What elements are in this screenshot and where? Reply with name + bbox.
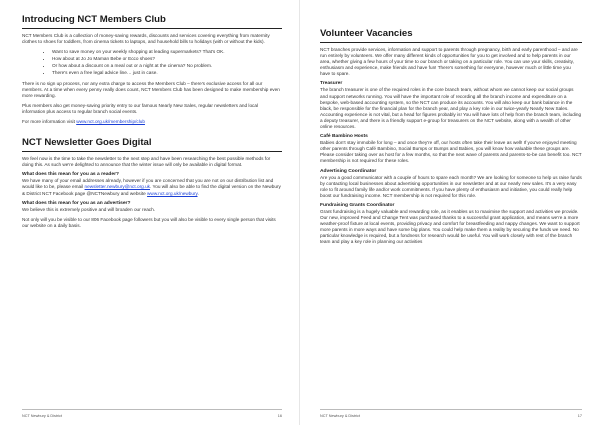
role-text-treasurer: The branch treasurer is one of the required roles in the core branch team, without whom we cannot keep our social groups and support networks running. You will have the important role of recording all the branch income and expenditure on a bespoke, web-based accounting system, so the NCT can produce its accounts. You will also keep our bank balance in the black, be responsible for the financial plan for the branch year, and play a key role in our twice-yearly Nearly New Sales. Accounting experience is not vital, but a head for figures probably is! You will have lots of help from the branch team, including a deputy treasurer, and there is a friendly support e-group for treasurers on the NCT website, along with a wealth of other online resources. xyxy=(320,87,582,130)
advertiser-paragraph-2: Not only will you be visible to our 806 Facebook page followers but you will also be visible to every single person that visits our website on a daily basis. xyxy=(22,216,276,228)
role-text-fundraising: Grant fundraising is a hugely valuable and rewarding role, as it enables us to maximise the support and activities we provide. Our new, improved Feed and Change Tent was purchased thanks to a successful grant application, and means we're a more weather-proof fixture at local events, providing privacy and comfort for breastfeeding and nappy changes. We want to support more parents in more ways and have some big plans. You could help make them a reality by securing the funds we need. No particular knowledge is required, but a fondness for research would be useful. You will work closely with rest of the branch team and play a key role in planning our activities xyxy=(320,208,580,245)
footer-rule xyxy=(320,409,582,410)
list-item: • Or how about a discount on a meal out or a night at the cinema? No problem. xyxy=(52,63,282,69)
advertiser-paragraph-1: We believe this is extremely positive and will broaden our reach. xyxy=(22,206,156,212)
volunteer-heading: Volunteer Vacancies xyxy=(320,28,582,43)
role-text-cafe-bambino: Babies don't stay immobile for long – and once they're off, our hosts often take their leave as well! If you've enjoyed meeting other parents through Café Bambino, Social Bumps or Bumps and Babies, you will know how valuable these groups are. Please consider taking over as host for a few months, so that the next wave of parents and parents-to-be can benefit too. NCT membership is not required for these roles. xyxy=(320,140,582,164)
reader-text-end: . xyxy=(197,190,199,196)
footer-rule xyxy=(22,409,282,410)
members-club-extras-paragraph: Plus members also get money-saving priority entry to our famous Nearly New Sales, regular newsletters and local information plus access to regular branch social events. xyxy=(22,102,259,114)
right-page-footer xyxy=(320,414,582,418)
left-page-footer xyxy=(22,414,282,418)
more-info-text: For more information visit xyxy=(22,119,77,125)
role-text-advertising: Are you a good communicator with a couple of hours to spare each month? We are looking for someone to help us raise funds by contacting local businesses about advertising opportunities in our newsletter and at our nearly new sales. It's a very easy role to fit around family life and/or work commitments. If you have plenty of enthusiasm and initiative, you could really help boost our fundraising income. NCT membership is not required for this role. xyxy=(320,174,582,198)
footer-publication: NCT Newbury & District xyxy=(320,414,361,418)
members-club-intro: NCT Members Club is a collection of money-saving rewards, discounts and services covering everything from maternity clothes to shoes for toddlers, from cinema tickets to laptops, and household bills to holidays (with or without the kids). xyxy=(22,33,270,45)
members-club-access-paragraph: There is no sign up process, nor any extra charge to access the Members Club – there's exclusive access for all our members. At a time when every penny really does count, NCT Members Club has been designed to make membership even more rewarding. xyxy=(22,80,280,98)
members-club-more-info xyxy=(22,119,282,125)
reader-paragraph xyxy=(22,178,282,196)
members-club-link[interactable]: www.nct.org.uk/membership/club xyxy=(76,119,145,125)
right-page xyxy=(300,0,600,425)
role-heading-cafe-bambino: Café Bambino Hosts xyxy=(320,134,368,140)
footer-publication: NCT Newbury & District xyxy=(22,414,63,418)
reader-text-1: We have many of your email addresses already, however if you are concerned that you are not on our distribution list and would like to be, please email xyxy=(22,178,274,190)
reader-text-2: . You will also be able to find the digital version on the Newbury & District NCT Facebook page @NCTNewbury and website xyxy=(22,184,281,196)
role-heading-treasurer: Treasurer xyxy=(320,81,343,87)
members-club-benefits-list xyxy=(22,49,282,76)
advertiser-subheading: What does this mean for you as an advertiser? xyxy=(22,200,131,206)
newsletter-intro: We feel now is the time to take the newsletter to the next step and have been researching the best possible methods for doing this. As such we're delighted to announce that the winter issue will only be available in digital format. xyxy=(22,156,271,168)
page-number: 16 xyxy=(277,414,282,418)
members-club-section xyxy=(22,14,282,125)
volunteer-intro: NCT branches provide services, information and support to parents through pregnancy, birth and early parenthood – and are run entirely by volunteers. We offer many different kinds of opportunities for you to get involved and to help parents in our area, whether giving a few hours of your time to our branch or taking on a particular role. You can use your skills, creativity, enthusiasm and experience, make friends and have fun! There's something for everyone, however much or little time you have to spare. xyxy=(320,47,578,77)
newsletter-email-link[interactable]: newsletter.newbury@nct.org.uk xyxy=(84,184,151,190)
page-number: 17 xyxy=(577,414,582,418)
list-item: • Want to save money on your weekly shopping at leading supermarkets? That's OK. xyxy=(52,49,282,55)
newsletter-section xyxy=(22,137,282,229)
newsletter-heading: NCT Newsletter Goes Digital xyxy=(22,137,282,152)
list-item: • There's even a free legal advice line… just in case. xyxy=(52,70,282,76)
newbury-website-link[interactable]: www.nct.org.uk/newbury xyxy=(147,190,198,196)
role-heading-fundraising: Fundraising Grants Coordinator xyxy=(320,202,395,208)
role-heading-advertising: Advertising Coordinator xyxy=(320,168,377,174)
reader-subheading: What does this mean for you as a reader? xyxy=(22,172,120,178)
members-club-heading: Introducing NCT Members Club xyxy=(22,14,282,29)
volunteer-section xyxy=(320,28,582,245)
list-item: • How about at Jo Jo Maman Bebe or Ecco shoes? xyxy=(52,56,282,62)
